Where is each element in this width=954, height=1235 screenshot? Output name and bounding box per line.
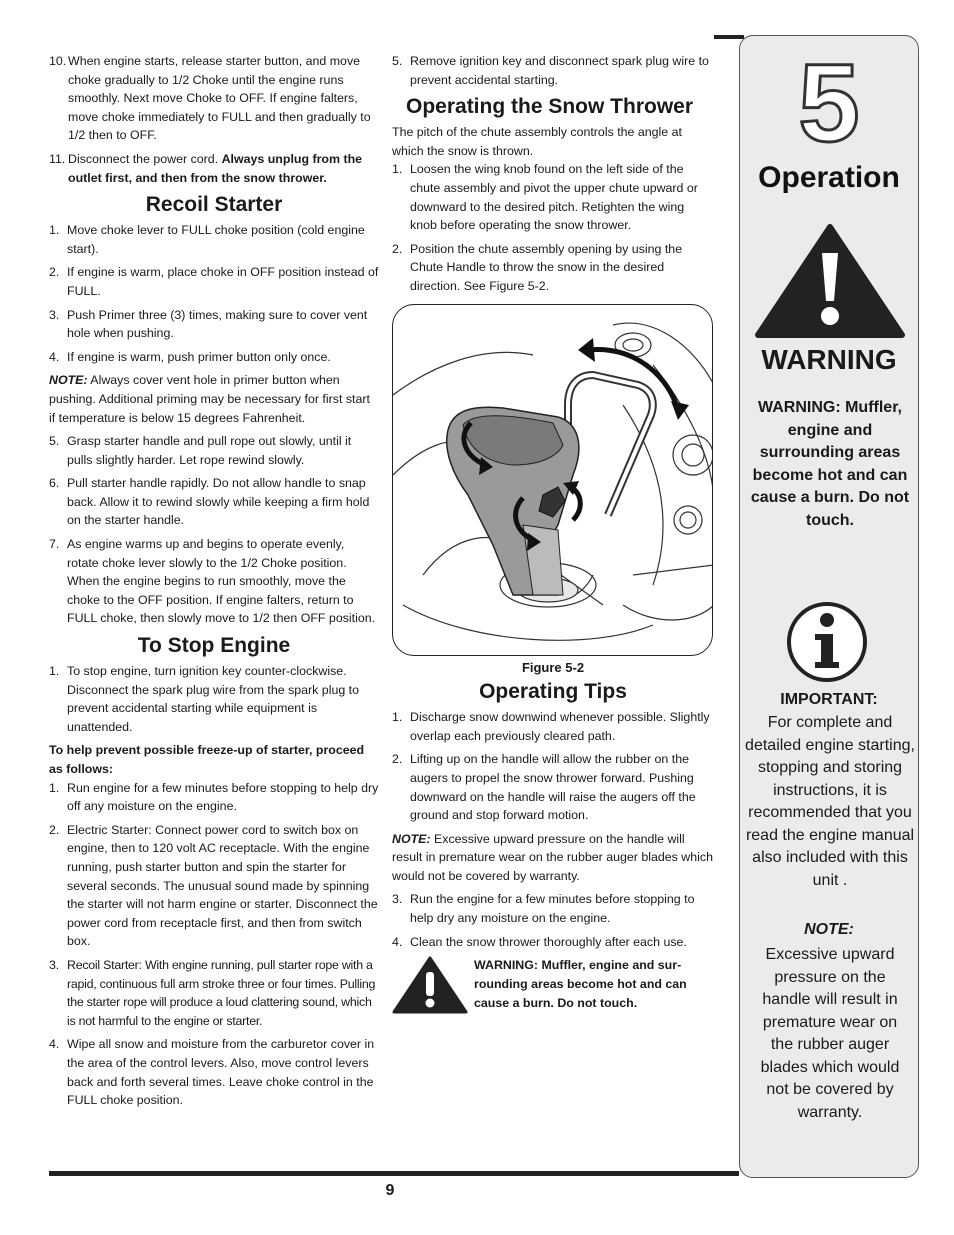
info-icon: [785, 600, 869, 684]
list-item: 2. If engine is warm, place choke in OFF position instead of FULL.: [49, 265, 379, 298]
recoil-list-1: [49, 221, 379, 366]
list-item: 1. Run engine for a few minutes before stopping to help dry off any moisture on the engine.: [49, 780, 379, 814]
list-item: 4. Clean the snow thrower thoroughly after each use.: [392, 934, 687, 949]
section-heading-stop-engine: To Stop Engine: [137, 634, 291, 658]
list-item: 3. Push Primer three (3) times, making sure to cover vent hole when pushing.: [49, 307, 368, 341]
list-item: 5. Grasp starter handle and pull rope out slowly, until it pulls slightly harder. Let rope rewind slowly.: [49, 434, 352, 467]
important-text: For complete and detailed engine starting, stopping and storing instructions, it is recommended that you read the engine manual also included with this unit .: [745, 714, 915, 889]
page-number: 9: [385, 1182, 395, 1199]
list-item: 1. To stop engine, turn ignition key counter-clockwise. Disconnect the spark plug wire from the spark plug to prevent accidental starting while equipment is unattended.: [49, 664, 360, 734]
section-heading-recoil-starter: Recoil Starter: [145, 193, 283, 217]
note-text: Excessive upward pressure on the handle will result in premature wear on the rubber auger blades which would not be covered by warranty.: [760, 946, 900, 1121]
list-item: 3. Recoil Starter: With engine running, pull starter rope with a rapid, continuous full arm stroke three or four times. Pulling the starter rope will produce a loud clattering sound, which is not harmful to the engine or starter.: [49, 957, 376, 1028]
bottom-rule: [49, 1171, 739, 1176]
chapter-number: 5: [798, 42, 860, 165]
list-item: 1. Move choke lever to FULL choke position (cold engine start).: [49, 223, 365, 256]
list-item: 1. Loosen the wing knob found on the left side of the chute assembly and pivot the upper chute upward or downward to the desired pitch. Retighten the wing knob before operating the snow thrower.: [392, 162, 698, 233]
list-item: 4. Wipe all snow and moisture from the carburetor cover in the area of the control levers. Also, move control levers back and forth several times. Leave choke control in the FULL choke position.: [49, 1037, 375, 1108]
inline-warning-text: WARNING: Muffler, engine and sur-rounding areas become hot and can cause a burn. Do not touch.: [474, 958, 687, 1011]
warning-title: WARNING: [761, 344, 897, 375]
list-item: 2. Lifting up on the handle will allow the rubber on the augers to propel the snow thrower forward. Pushing downward on the handle will raise the augers off the ground and stop forward motion.: [392, 752, 696, 823]
figure-caption: Figure 5-2: [521, 659, 585, 675]
tips-note: NOTE: Excessive upward pressure on the handle will result in premature wear on the rubber auger blades which would not be covered by warranty.: [392, 831, 713, 883]
warning-triangle-icon: [754, 223, 906, 339]
chapter-sidebar: [739, 35, 919, 1178]
important-title: IMPORTANT:: [780, 691, 878, 708]
list-item: 2. Electric Starter: Connect power cord to switch box on engine, then to 120 volt AC receptacle. With the engine running, push starter button and spin the starter for several seconds. The unusual sound made by spinning the starter will not harm engine or starter. Disconnect the power cord from receptacle first, and then from switch box.: [49, 822, 378, 949]
list-item: 4. If engine is warm, push primer button only once.: [49, 349, 331, 364]
freeze-heading: To help prevent possible freeze-up of starter, proceed as follows:: [49, 743, 365, 776]
left-column: [49, 52, 379, 1115]
freeze-list: [49, 779, 379, 1110]
list-item: 10. When engine starts, release starter button, and move choke gradually to 1/2 Choke until the engine runs smoothly. Next move Choke to OFF. If engine falters, move choke immediately to FULL and then gradually to 1/2 then to OFF.: [49, 54, 371, 143]
list-item: 2. Position the chute assembly opening by using the Chute Handle to throw the snow in the desired direction. See Figure 5-2.: [392, 241, 683, 293]
middle-column: [392, 52, 714, 1014]
list-item: 5. Remove ignition key and disconnect spark plug wire to prevent accidental starting.: [392, 54, 709, 87]
warning-text: WARNING: Muffler, engine and surrounding areas become hot and can cause a burn. Do not touch.: [750, 399, 910, 529]
section-heading-operating-tips: Operating Tips: [479, 680, 627, 704]
top-rule: [714, 35, 744, 39]
list-item: 3. Run the engine for a few minutes before stopping to help dry any moisture on the engine.: [392, 892, 695, 926]
recoil-note: NOTE: Always cover vent hole in primer button when pushing. Additional priming may be necessary for first start if temperature is below 15 degrees Fahrenheit.: [49, 373, 370, 425]
recoil-list-2: [49, 432, 379, 628]
warning-triangle-icon: [392, 956, 468, 1014]
chute-illustration: [393, 305, 713, 656]
list-item: 7. As engine warms up and begins to operate evenly, rotate choke lever slowly to the 1/2 Choke position. When the engine begins to run smoothly, move the choke to the OFF position. If engine falters, return to FULL choke, then slowly move to 1/2 then OFF position.: [49, 537, 376, 626]
inline-warning: [392, 956, 714, 1014]
note-title: NOTE:: [804, 921, 854, 938]
list-item: 6. Pull starter handle rapidly. Do not allow handle to snap back. Allow it to rewind slowly while keeping a firm hold on the starter handle.: [49, 476, 370, 528]
list-item: 1. Discharge snow downwind whenever possible. Slightly overlap each previously cleared path.: [392, 710, 710, 743]
operating-intro: The pitch of the chute assembly controls the angle at which the snow is thrown.: [392, 125, 682, 158]
figure-5-2: [392, 304, 713, 656]
section-heading-operating: Operating the Snow Thrower: [406, 95, 694, 119]
list-item: 11. Disconnect the power cord. Always unplug from the outlet first, and then from the snow thrower.: [49, 151, 363, 185]
chapter-title: Operation: [758, 161, 900, 194]
